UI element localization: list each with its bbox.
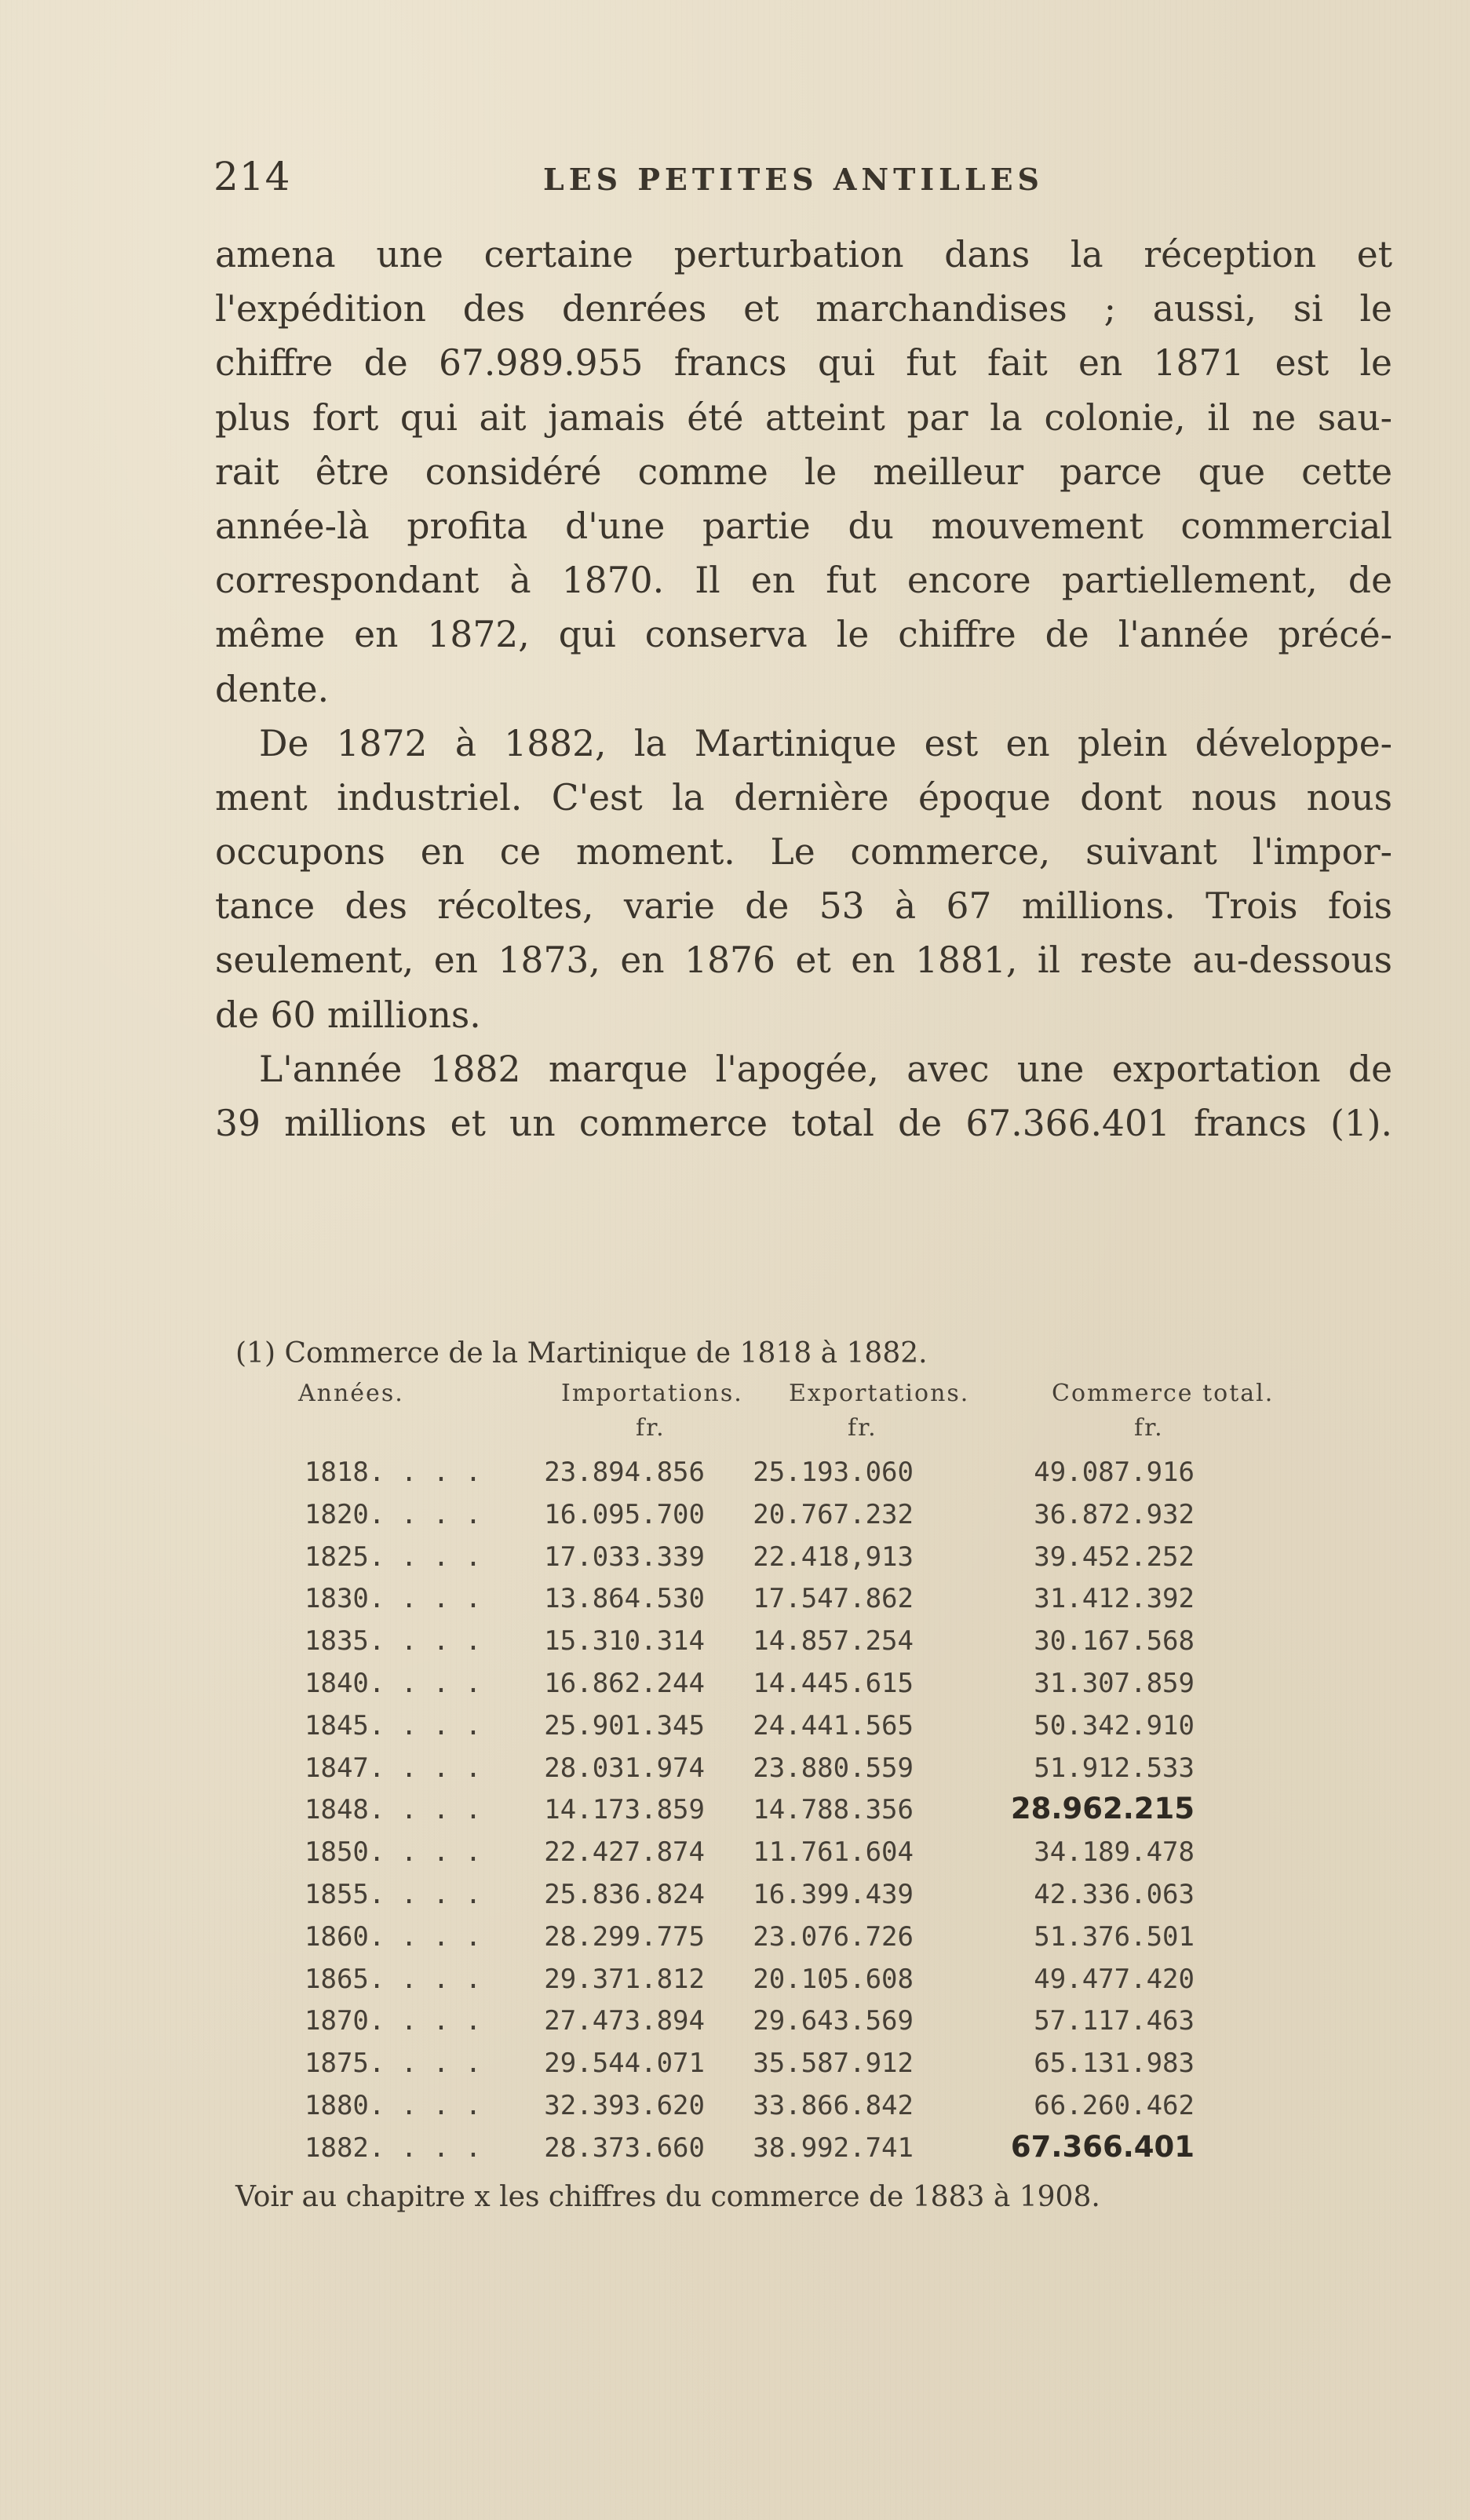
cell-imports: 13.864.530: [544, 1583, 705, 1615]
cell-year: 1860. . . .: [305, 1920, 482, 1953]
cell-total: 39.452.252: [1034, 1541, 1195, 1573]
cell-imports: 25.836.824: [544, 1878, 705, 1910]
text-line: chiffre de 67.989.955 francs qui fut fait en 1871 est le: [215, 342, 1392, 385]
text-line: même en 1872, qui conserva le chiffre de l'année précé-: [215, 614, 1392, 656]
table-row: [235, 1625, 1350, 1668]
column-header-total: Commerce total.: [1052, 1380, 1275, 1407]
cell-imports: 29.371.812: [544, 1963, 705, 1995]
text-line: plus fort qui ait jamais été atteint par la colonie, il ne sau-: [215, 396, 1392, 439]
cell-imports: 29.544.071: [544, 2048, 705, 2080]
cell-total: 49.087.916: [1034, 1457, 1195, 1488]
table-row: [235, 1583, 1350, 1625]
footnote-title: (1) Commerce de la Martinique de 1818 à 1882.: [235, 1337, 928, 1369]
cell-imports: 27.473.894: [544, 2005, 705, 2037]
cell-year: 1875. . . .: [305, 2048, 482, 2080]
table-row: [235, 1921, 1350, 1964]
table-header: [235, 1378, 1350, 1457]
cell-exports: 16.399.439: [753, 1878, 914, 1910]
cell-exports: 23.076.726: [753, 1920, 914, 1953]
column-header-year: Années.: [298, 1380, 404, 1407]
cell-year: 1865. . . .: [305, 1963, 482, 1995]
text-line: rait être considéré comme le meilleur parce que cette: [215, 450, 1392, 493]
cell-exports: 25.193.060: [753, 1457, 914, 1488]
cell-year: 1825. . . .: [305, 1541, 482, 1573]
cell-total: 49.477.420: [1034, 1963, 1195, 1995]
table-row: [235, 1964, 1350, 2006]
cell-total-highlighted: 67.366.401: [1010, 2129, 1195, 2164]
paragraph-1: [215, 228, 1392, 717]
cell-exports: 29.643.569: [753, 2005, 914, 2037]
text-line: occupons en ce moment. Le commerce, suivant l'impor-: [215, 831, 1392, 873]
text-line: ment industriel. C'est la dernière époque dont nous nous: [215, 776, 1392, 819]
table-row: [235, 1879, 1350, 1921]
cell-total: 57.117.463: [1034, 2005, 1195, 2037]
text-line: année-là profita d'une partie du mouvement commercial: [215, 505, 1392, 547]
cell-total: 50.342.910: [1034, 1709, 1195, 1741]
column-header-imports: Importations.: [561, 1380, 743, 1407]
table-row: [235, 1710, 1350, 1752]
cell-exports: 11.761.604: [753, 1836, 914, 1869]
cell-exports: 14.788.356: [753, 1794, 914, 1826]
cell-exports: 23.880.559: [753, 1752, 914, 1784]
cell-year: 1840. . . .: [305, 1667, 482, 1699]
body-text: [215, 228, 1392, 1151]
cell-total: 30.167.568: [1034, 1625, 1195, 1658]
paragraph-3: [215, 1042, 1392, 1151]
text-line: amena une certaine perturbation dans la réception et: [215, 234, 1392, 275]
cell-exports: 24.441.565: [753, 1709, 914, 1741]
cell-year: 1830. . . .: [305, 1583, 482, 1615]
cell-year: 1847. . . .: [305, 1752, 482, 1784]
cell-imports: 17.033.339: [544, 1541, 705, 1573]
cell-total: 42.336.063: [1034, 1878, 1195, 1910]
commerce-table: [235, 1378, 1350, 2175]
cell-total: 31.307.859: [1034, 1667, 1195, 1699]
cell-year: 1818. . . .: [305, 1457, 482, 1488]
cell-exports: 14.857.254: [753, 1625, 914, 1658]
cell-total: 65.131.983: [1034, 2048, 1195, 2080]
cell-exports: 20.767.232: [753, 1498, 914, 1530]
cell-year: 1848. . . .: [305, 1794, 482, 1826]
cell-year: 1850. . . .: [305, 1836, 482, 1869]
cell-total: 34.189.478: [1034, 1836, 1195, 1869]
table-row: [235, 1794, 1350, 1836]
table-row: [235, 1541, 1350, 1584]
table-row: [235, 2129, 1350, 2175]
text-line: tance des récoltes, varie de 53 à 67 millions. Trois fois: [215, 885, 1392, 928]
cell-exports: 14.445.615: [753, 1667, 914, 1699]
cell-exports: 33.866.842: [753, 2089, 914, 2121]
unit-exports: fr.: [848, 1414, 877, 1442]
text-line: De 1872 à 1882, la Martinique est en plein développe-: [259, 722, 1392, 764]
unit-total: fr.: [1134, 1414, 1164, 1442]
cell-total-highlighted: 28.962.215: [1010, 1792, 1195, 1826]
cell-year: 1870. . . .: [305, 2005, 482, 2037]
cell-imports: 14.173.859: [544, 1794, 705, 1826]
cell-imports: 25.901.345: [544, 1709, 705, 1741]
cell-year: 1835. . . .: [305, 1625, 482, 1658]
column-header-exports: Exportations.: [789, 1380, 970, 1407]
cell-imports: 32.393.620: [544, 2089, 705, 2121]
cell-year: 1820. . . .: [305, 1498, 482, 1530]
cell-imports: 15.310.314: [544, 1625, 705, 1658]
table-row: [235, 1668, 1350, 1710]
cell-exports: 22.418,913: [753, 1541, 914, 1573]
cell-exports: 38.992.741: [753, 2132, 914, 2164]
text-line: 39 millions et un commerce total de 67.366.401 francs (1).: [215, 1103, 1392, 1144]
cell-total: 31.412.392: [1034, 1583, 1195, 1615]
cell-imports: 16.095.700: [544, 1498, 705, 1530]
running-title: LES PETITES ANTILLES: [543, 162, 1044, 197]
footnote-note: Voir au chapitre x les chiffres du commerce de 1883 à 1908.: [235, 2180, 1100, 2213]
cell-year: 1880. . . .: [305, 2089, 482, 2121]
unit-imports: fr.: [636, 1414, 666, 1442]
table-row: [235, 1499, 1350, 1541]
cell-exports: 20.105.608: [753, 1963, 914, 1995]
cell-year: 1882. . . .: [305, 2132, 482, 2164]
page-number: 214: [213, 154, 291, 199]
text-line: L'année 1882 marque l'apogée, avec une exportation de: [259, 1048, 1392, 1090]
cell-imports: 28.031.974: [544, 1752, 705, 1784]
text-line: de 60 millions.: [215, 994, 481, 1036]
text-line: seulement, en 1873, en 1876 et en 1881, il reste au-dessous: [215, 939, 1392, 982]
cell-total: 36.872.932: [1034, 1498, 1195, 1530]
table-row: [235, 1836, 1350, 1879]
cell-imports: 22.427.874: [544, 1836, 705, 1869]
running-head: [213, 154, 1391, 209]
cell-imports: 23.894.856: [544, 1457, 705, 1488]
cell-exports: 17.547.862: [753, 1583, 914, 1615]
table-row: [235, 2048, 1350, 2090]
cell-total: 51.912.533: [1034, 1752, 1195, 1784]
cell-year: 1855. . . .: [305, 1878, 482, 1910]
table-row: [235, 2090, 1350, 2132]
cell-total: 51.376.501: [1034, 1920, 1195, 1953]
cell-year: 1845. . . .: [305, 1709, 482, 1741]
cell-total: 66.260.462: [1034, 2089, 1195, 2121]
table-row: [235, 1752, 1350, 1795]
table-row: [235, 2005, 1350, 2048]
cell-imports: 28.373.660: [544, 2132, 705, 2164]
cell-imports: 28.299.775: [544, 1920, 705, 1953]
cell-imports: 16.862.244: [544, 1667, 705, 1699]
text-line: correspondant à 1870. Il en fut encore partiellement, de: [215, 560, 1392, 602]
paragraph-2: [215, 717, 1392, 1042]
text-line: l'expédition des denrées et marchandises ; aussi, si le: [215, 288, 1392, 330]
footnote: [235, 1334, 1350, 2217]
table-row: [235, 1457, 1350, 1499]
text-line: dente.: [215, 668, 330, 710]
cell-exports: 35.587.912: [753, 2048, 914, 2080]
